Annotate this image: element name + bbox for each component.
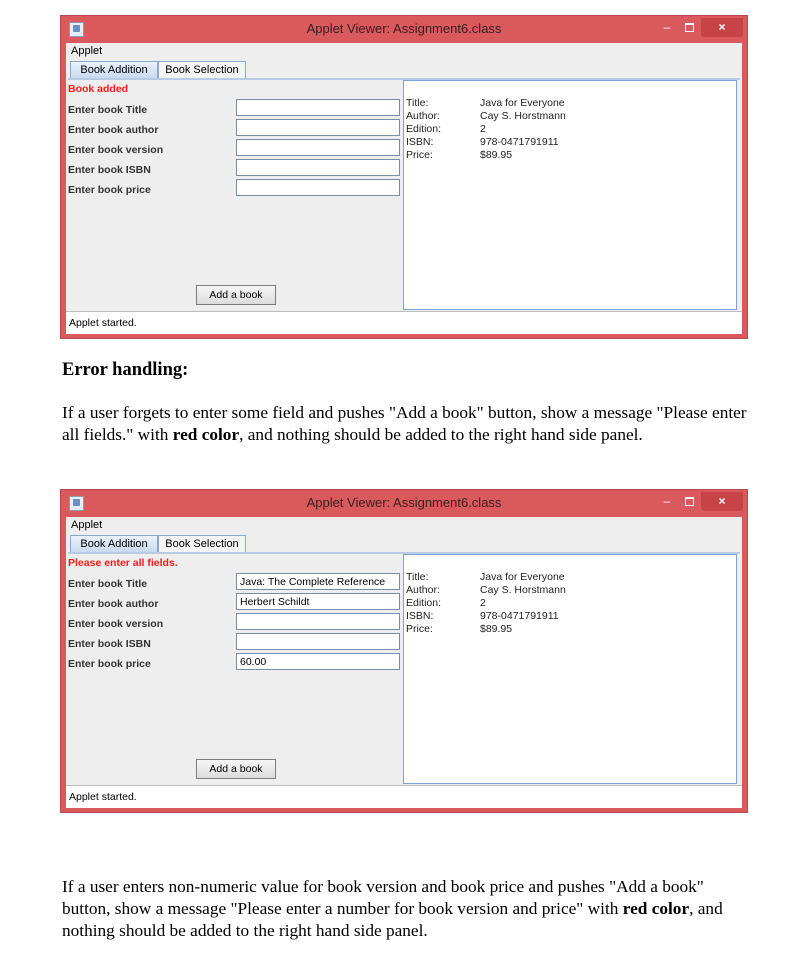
menu-bar <box>66 43 742 61</box>
book-edition-key: Edition: <box>406 597 442 609</box>
isbn-input[interactable] <box>236 159 400 176</box>
isbn-input[interactable] <box>236 633 400 650</box>
para1-text-a: If a user forgets to enter some field and pushes "Add a book" button, show a message "Please enter all fields." with <box>62 403 747 444</box>
menu-bar <box>66 517 742 535</box>
book-author-key: Author: <box>406 110 440 122</box>
applet-menu[interactable]: Applet <box>71 45 103 57</box>
book-isbn-value: 978-0471791911 <box>480 136 559 148</box>
book-title-key: Title: <box>406 97 429 109</box>
error-paragraph-1 <box>62 402 752 446</box>
title-bar[interactable] <box>61 16 747 43</box>
book-list-panel <box>403 80 737 310</box>
book-title-key: Title: <box>406 571 429 583</box>
applet-client-area <box>66 43 742 333</box>
applet-window-1 <box>61 16 747 338</box>
isbn-label: Enter book ISBN <box>68 164 151 176</box>
price-input[interactable] <box>236 179 400 196</box>
book-edition-key: Edition: <box>406 123 442 135</box>
isbn-label: Enter book ISBN <box>68 638 151 650</box>
book-isbn-key: ISBN: <box>406 610 434 622</box>
book-isbn-key: ISBN: <box>406 136 434 148</box>
price-input[interactable]: 60.00 <box>236 653 400 670</box>
maximize-button[interactable] <box>681 18 697 37</box>
add-book-button[interactable]: Add a book <box>196 759 276 779</box>
price-label: Enter book price <box>68 184 151 196</box>
minimize-button[interactable]: – <box>663 494 671 508</box>
para1-text-b: , and nothing should be added to the right hand side panel. <box>239 425 643 444</box>
applet-status-bar <box>66 785 742 808</box>
book-price-key: Price: <box>406 623 433 635</box>
author-label: Enter book author <box>68 124 159 136</box>
applet-status-text: Applet started. <box>69 791 137 803</box>
maximize-button[interactable] <box>681 492 697 511</box>
applet-status-bar <box>66 311 742 334</box>
tab-book-selection[interactable]: Book Selection <box>158 535 246 553</box>
book-author-key: Author: <box>406 584 440 596</box>
title-label: Enter book Title <box>68 104 148 116</box>
book-title-value: Java for Everyone <box>480 97 565 109</box>
title-input[interactable]: Java: The Complete Reference <box>236 573 400 590</box>
close-button[interactable]: × <box>701 492 743 511</box>
version-label: Enter book version <box>68 144 164 156</box>
applet-window-2 <box>61 490 747 812</box>
book-price-value: $89.95 <box>480 149 513 161</box>
book-title-value: Java for Everyone <box>480 571 565 583</box>
para2-text-b: , and nothing should be added to the right hand side panel. <box>62 899 723 940</box>
error-paragraph-2 <box>62 876 752 942</box>
book-addition-pane <box>68 78 740 310</box>
tab-book-selection[interactable]: Book Selection <box>158 61 246 79</box>
applet-menu[interactable]: Applet <box>71 519 103 531</box>
status-message: Please enter all fields. <box>68 557 178 569</box>
applet-status-text: Applet started. <box>69 317 137 329</box>
book-author-value: Cay S. Horstmann <box>480 584 566 596</box>
version-input[interactable] <box>236 613 400 630</box>
window-title: Applet Viewer: Assignment6.class <box>306 495 502 510</box>
book-edition-value: 2 <box>480 597 486 609</box>
book-edition-value: 2 <box>480 123 486 135</box>
tab-book-addition[interactable]: Book Addition <box>70 61 158 79</box>
para2-bold: red color <box>622 899 690 918</box>
book-author-value: Cay S. Horstmann <box>480 110 566 122</box>
window-title: Applet Viewer: Assignment6.class <box>306 21 502 36</box>
para1-bold: red color <box>172 425 240 444</box>
tab-book-addition[interactable]: Book Addition <box>70 535 158 553</box>
version-input[interactable] <box>236 139 400 156</box>
close-button[interactable]: × <box>701 18 743 37</box>
minimize-button[interactable]: – <box>663 20 671 34</box>
book-addition-pane <box>68 552 740 784</box>
author-input[interactable] <box>236 119 400 136</box>
price-label: Enter book price <box>68 658 151 670</box>
error-handling-heading: Error handling: <box>62 360 189 380</box>
title-label: Enter book Title <box>68 578 148 590</box>
author-label: Enter book author <box>68 598 159 610</box>
author-input[interactable]: Herbert Schildt <box>236 593 400 610</box>
add-book-button[interactable]: Add a book <box>196 285 276 305</box>
book-list-panel <box>403 554 737 784</box>
book-price-value: $89.95 <box>480 623 513 635</box>
book-isbn-value: 978-0471791911 <box>480 610 559 622</box>
version-label: Enter book version <box>68 618 164 630</box>
title-bar[interactable] <box>61 490 747 517</box>
para2-text-a: If a user enters non-numeric value for book version and book price and pushes "Add a book" button, show a message "Please enter a number for book version and price" with <box>62 877 704 918</box>
title-input[interactable] <box>236 99 400 116</box>
book-price-key: Price: <box>406 149 433 161</box>
applet-client-area <box>66 517 742 807</box>
status-message: Book added <box>68 83 129 95</box>
